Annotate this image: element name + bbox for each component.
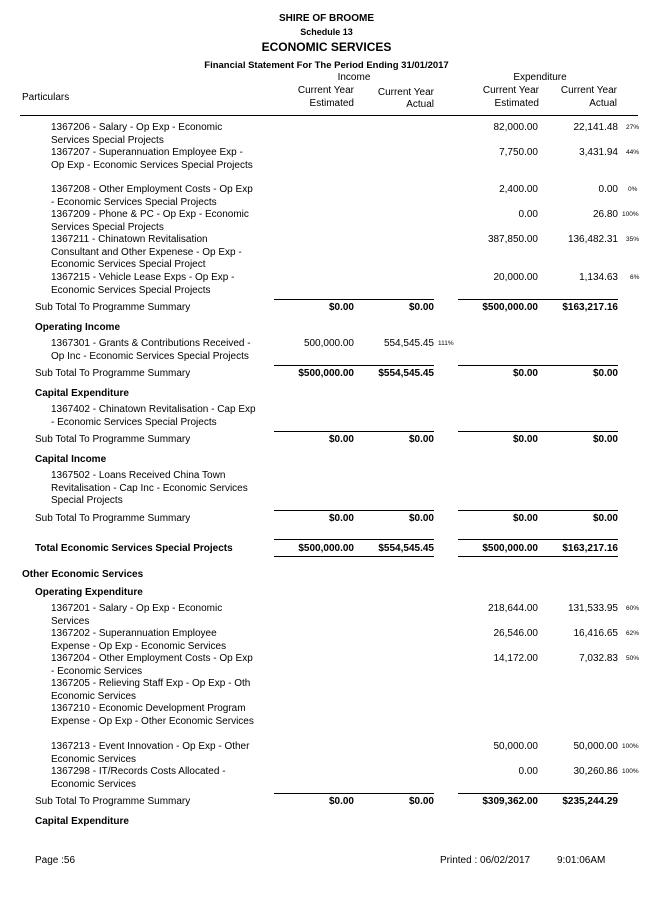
exp-percent: 6%: [630, 274, 640, 281]
exp-estimated: 218,644.00: [487, 603, 538, 614]
total-inc-est: $500,000.00: [298, 543, 354, 554]
exp-percent: 27%: [626, 124, 640, 131]
line-item-desc: 1367298 - IT/Records Costs Allocated - Economic Services: [51, 766, 226, 790]
subtotal-exp-est: $0.00: [512, 513, 538, 524]
exp-estimated: 14,172.00: [493, 653, 538, 664]
exp-percent: 62%: [626, 630, 640, 637]
exp-actual: 131,533.95: [567, 603, 618, 614]
exp-actual: 16,416.65: [573, 628, 618, 639]
subtotal-rule: [354, 365, 434, 366]
subtotal-inc-act: $554,545.45: [378, 368, 434, 379]
line-item-desc: 1367215 - Vehicle Lease Exps - Op Exp - Economic Services Special Projects: [51, 272, 235, 296]
subtotal-rule: [538, 510, 618, 511]
section-heading: Capital Income: [35, 454, 107, 465]
exp-percent: 35%: [626, 236, 640, 243]
particulars-header: Particulars: [22, 92, 70, 103]
subtotal-rule: [458, 299, 538, 300]
line-item-desc: 1367402 - Chinatown Revitalisation - Cap Exp - Economic Services Special Projects: [51, 404, 256, 428]
col-inc-est-line1: Current Year: [297, 85, 354, 96]
total-inc-act: $554,545.45: [378, 543, 434, 554]
inc-percent: 111%: [438, 340, 454, 347]
printed-time: 9:01:06AM: [557, 855, 606, 866]
exp-actual: 50,000.00: [573, 741, 618, 752]
subtotal-inc-act: $0.00: [408, 302, 434, 313]
statement-title: Financial Statement For The Period Ending 31/01/2017: [204, 60, 449, 71]
line-item-desc: 1367205 - Relieving Staff Exp - Op Exp - Oth Economic Services: [51, 678, 251, 702]
subtotal-label: Sub Total To Programme Summary: [35, 796, 191, 807]
subtotal-inc-act: $0.00: [408, 434, 434, 445]
inc-actual: 554,545.45: [383, 338, 434, 349]
subtotal-rule: [354, 431, 434, 432]
exp-actual: 0.00: [598, 184, 618, 195]
subtotal-label: Sub Total To Programme Summary: [35, 513, 191, 524]
printed-date: Printed : 06/02/2017: [440, 855, 531, 866]
col-exp-act-line2: Actual: [589, 98, 617, 109]
total-exp-act: $163,217.16: [562, 543, 618, 554]
subtotal-exp-act: $163,217.16: [562, 302, 618, 313]
line-item-desc: 1367202 - Superannuation Employee Expense - Op Exp - Economic Services: [51, 628, 227, 652]
subtotal-rule: [458, 510, 538, 511]
subtotal-exp-act: $0.00: [592, 368, 618, 379]
total-rule: [354, 539, 434, 540]
schedule-label: Schedule 13: [300, 27, 353, 37]
subtotal-inc-act: $0.00: [408, 513, 434, 524]
line-item-desc: 1367207 - Superannuation Employee Exp - Op Exp - Economic Services Special Projects: [51, 147, 253, 171]
subtotal-rule: [354, 299, 434, 300]
section-heading: Capital Expenditure: [35, 816, 129, 827]
subtotal-rule: [458, 793, 538, 794]
subtotal-rule: [274, 365, 354, 366]
total-rule: [274, 539, 354, 540]
subtotal-exp-est: $500,000.00: [482, 302, 538, 313]
subtotal-rule: [538, 793, 618, 794]
exp-percent: 100%: [622, 211, 639, 218]
subtotal-label: Sub Total To Programme Summary: [35, 434, 191, 445]
total-rule: [538, 539, 618, 540]
expenditure-header: Expenditure: [513, 72, 567, 83]
exp-estimated: 82,000.00: [493, 122, 538, 133]
line-item-desc: 1367301 - Grants & Contributions Received - Op Inc - Economic Services Special Projects: [51, 338, 251, 362]
subtotal-rule: [354, 510, 434, 511]
line-item-desc: 1367211 - Chinatown Revitalisation Consultant and Other Expenese - Op Exp - Economic Services Special Project: [51, 234, 242, 270]
subtotal-inc-act: $0.00: [408, 796, 434, 807]
col-inc-act-line2: Actual: [406, 99, 434, 110]
program-heading: Other Economic Services: [22, 569, 144, 580]
line-item-desc: 1367206 - Salary - Op Exp - Economic Services Special Projects: [51, 122, 223, 146]
exp-actual: 136,482.31: [567, 234, 618, 245]
organisation-name: SHIRE OF BROOME: [278, 13, 374, 24]
exp-actual: 22,141.48: [573, 122, 618, 133]
col-exp-est-line2: Estimated: [494, 98, 539, 109]
subtotal-exp-est: $0.00: [512, 434, 538, 445]
exp-estimated: 7,750.00: [499, 147, 538, 158]
subtotal-rule: [274, 510, 354, 511]
col-inc-act-line1: Current Year: [377, 87, 434, 98]
page-number: Page :56: [35, 855, 76, 866]
exp-percent: 100%: [622, 768, 639, 775]
subtotal-inc-est: $500,000.00: [298, 368, 354, 379]
exp-actual: 3,431.94: [579, 147, 618, 158]
exp-estimated: 50,000.00: [493, 741, 538, 752]
subtotal-inc-est: $0.00: [328, 302, 354, 313]
total-rule: [458, 556, 538, 557]
line-item-desc: 1367502 - Loans Received China Town Revitalisation - Cap Inc - Economic Services Special Projects: [51, 470, 248, 506]
total-rule: [354, 556, 434, 557]
subtotal-exp-act: $235,244.29: [562, 796, 618, 807]
line-item-desc: 1367213 - Event Innovation - Op Exp - Other Economic Services: [51, 741, 250, 765]
subtotal-exp-act: $0.00: [592, 434, 618, 445]
total-rule: [274, 556, 354, 557]
subtotal-rule: [354, 793, 434, 794]
exp-percent: 44%: [626, 149, 640, 156]
subtotal-rule: [274, 299, 354, 300]
col-exp-act-line1: Current Year: [560, 85, 617, 96]
exp-actual: 1,134.63: [579, 272, 618, 283]
subtotal-exp-est: $309,362.00: [482, 796, 538, 807]
exp-percent: 100%: [622, 743, 639, 750]
subtotal-inc-est: $0.00: [328, 513, 354, 524]
exp-percent: 0%: [628, 186, 638, 193]
line-item-desc: 1367204 - Other Employment Costs - Op Exp - Economic Services: [51, 653, 253, 677]
exp-percent: 50%: [626, 655, 640, 662]
col-inc-est-line2: Estimated: [309, 98, 354, 109]
section-heading: Operating Expenditure: [35, 587, 143, 598]
line-item-desc: 1367209 - Phone & PC - Op Exp - Economic Services Special Projects: [51, 209, 249, 233]
inc-estimated: 500,000.00: [303, 338, 354, 349]
header-rule: [20, 115, 638, 116]
income-header: Income: [337, 72, 371, 83]
subtotal-inc-est: $0.00: [328, 796, 354, 807]
exp-estimated: 0.00: [518, 766, 538, 777]
subtotal-rule: [274, 793, 354, 794]
col-exp-est-line1: Current Year: [482, 85, 539, 96]
subtotal-rule: [458, 431, 538, 432]
subtotal-rule: [538, 299, 618, 300]
exp-estimated: 20,000.00: [493, 272, 538, 283]
report-title: ECONOMIC SERVICES: [261, 40, 392, 54]
section-heading: Operating Income: [35, 322, 121, 333]
subtotal-rule: [538, 365, 618, 366]
subtotal-exp-est: $0.00: [512, 368, 538, 379]
exp-actual: 30,260.86: [573, 766, 618, 777]
line-item-desc: 1367208 - Other Employment Costs - Op Exp - Economic Services Special Projects: [51, 184, 253, 208]
subtotal-rule: [274, 431, 354, 432]
total-rule: [458, 539, 538, 540]
subtotal-rule: [538, 431, 618, 432]
subtotal-inc-est: $0.00: [328, 434, 354, 445]
subtotal-label: Sub Total To Programme Summary: [35, 302, 191, 313]
subtotal-exp-act: $0.00: [592, 513, 618, 524]
exp-estimated: 387,850.00: [487, 234, 538, 245]
exp-estimated: 26,546.00: [493, 628, 538, 639]
exp-estimated: 0.00: [518, 209, 538, 220]
exp-estimated: 2,400.00: [499, 184, 538, 195]
total-exp-est: $500,000.00: [482, 543, 538, 554]
line-item-desc: 1367210 - Economic Development Program Expense - Op Exp - Other Economic Services: [51, 703, 254, 727]
total-label: Total Economic Services Special Projects: [35, 543, 233, 554]
exp-actual: 7,032.83: [579, 653, 618, 664]
exp-actual: 26.80: [592, 209, 618, 220]
subtotal-label: Sub Total To Programme Summary: [35, 368, 191, 379]
line-item-desc: 1367201 - Salary - Op Exp - Economic Services: [51, 603, 223, 627]
section-heading: Capital Expenditure: [35, 388, 129, 399]
subtotal-rule: [458, 365, 538, 366]
total-rule: [538, 556, 618, 557]
exp-percent: 60%: [626, 605, 640, 612]
